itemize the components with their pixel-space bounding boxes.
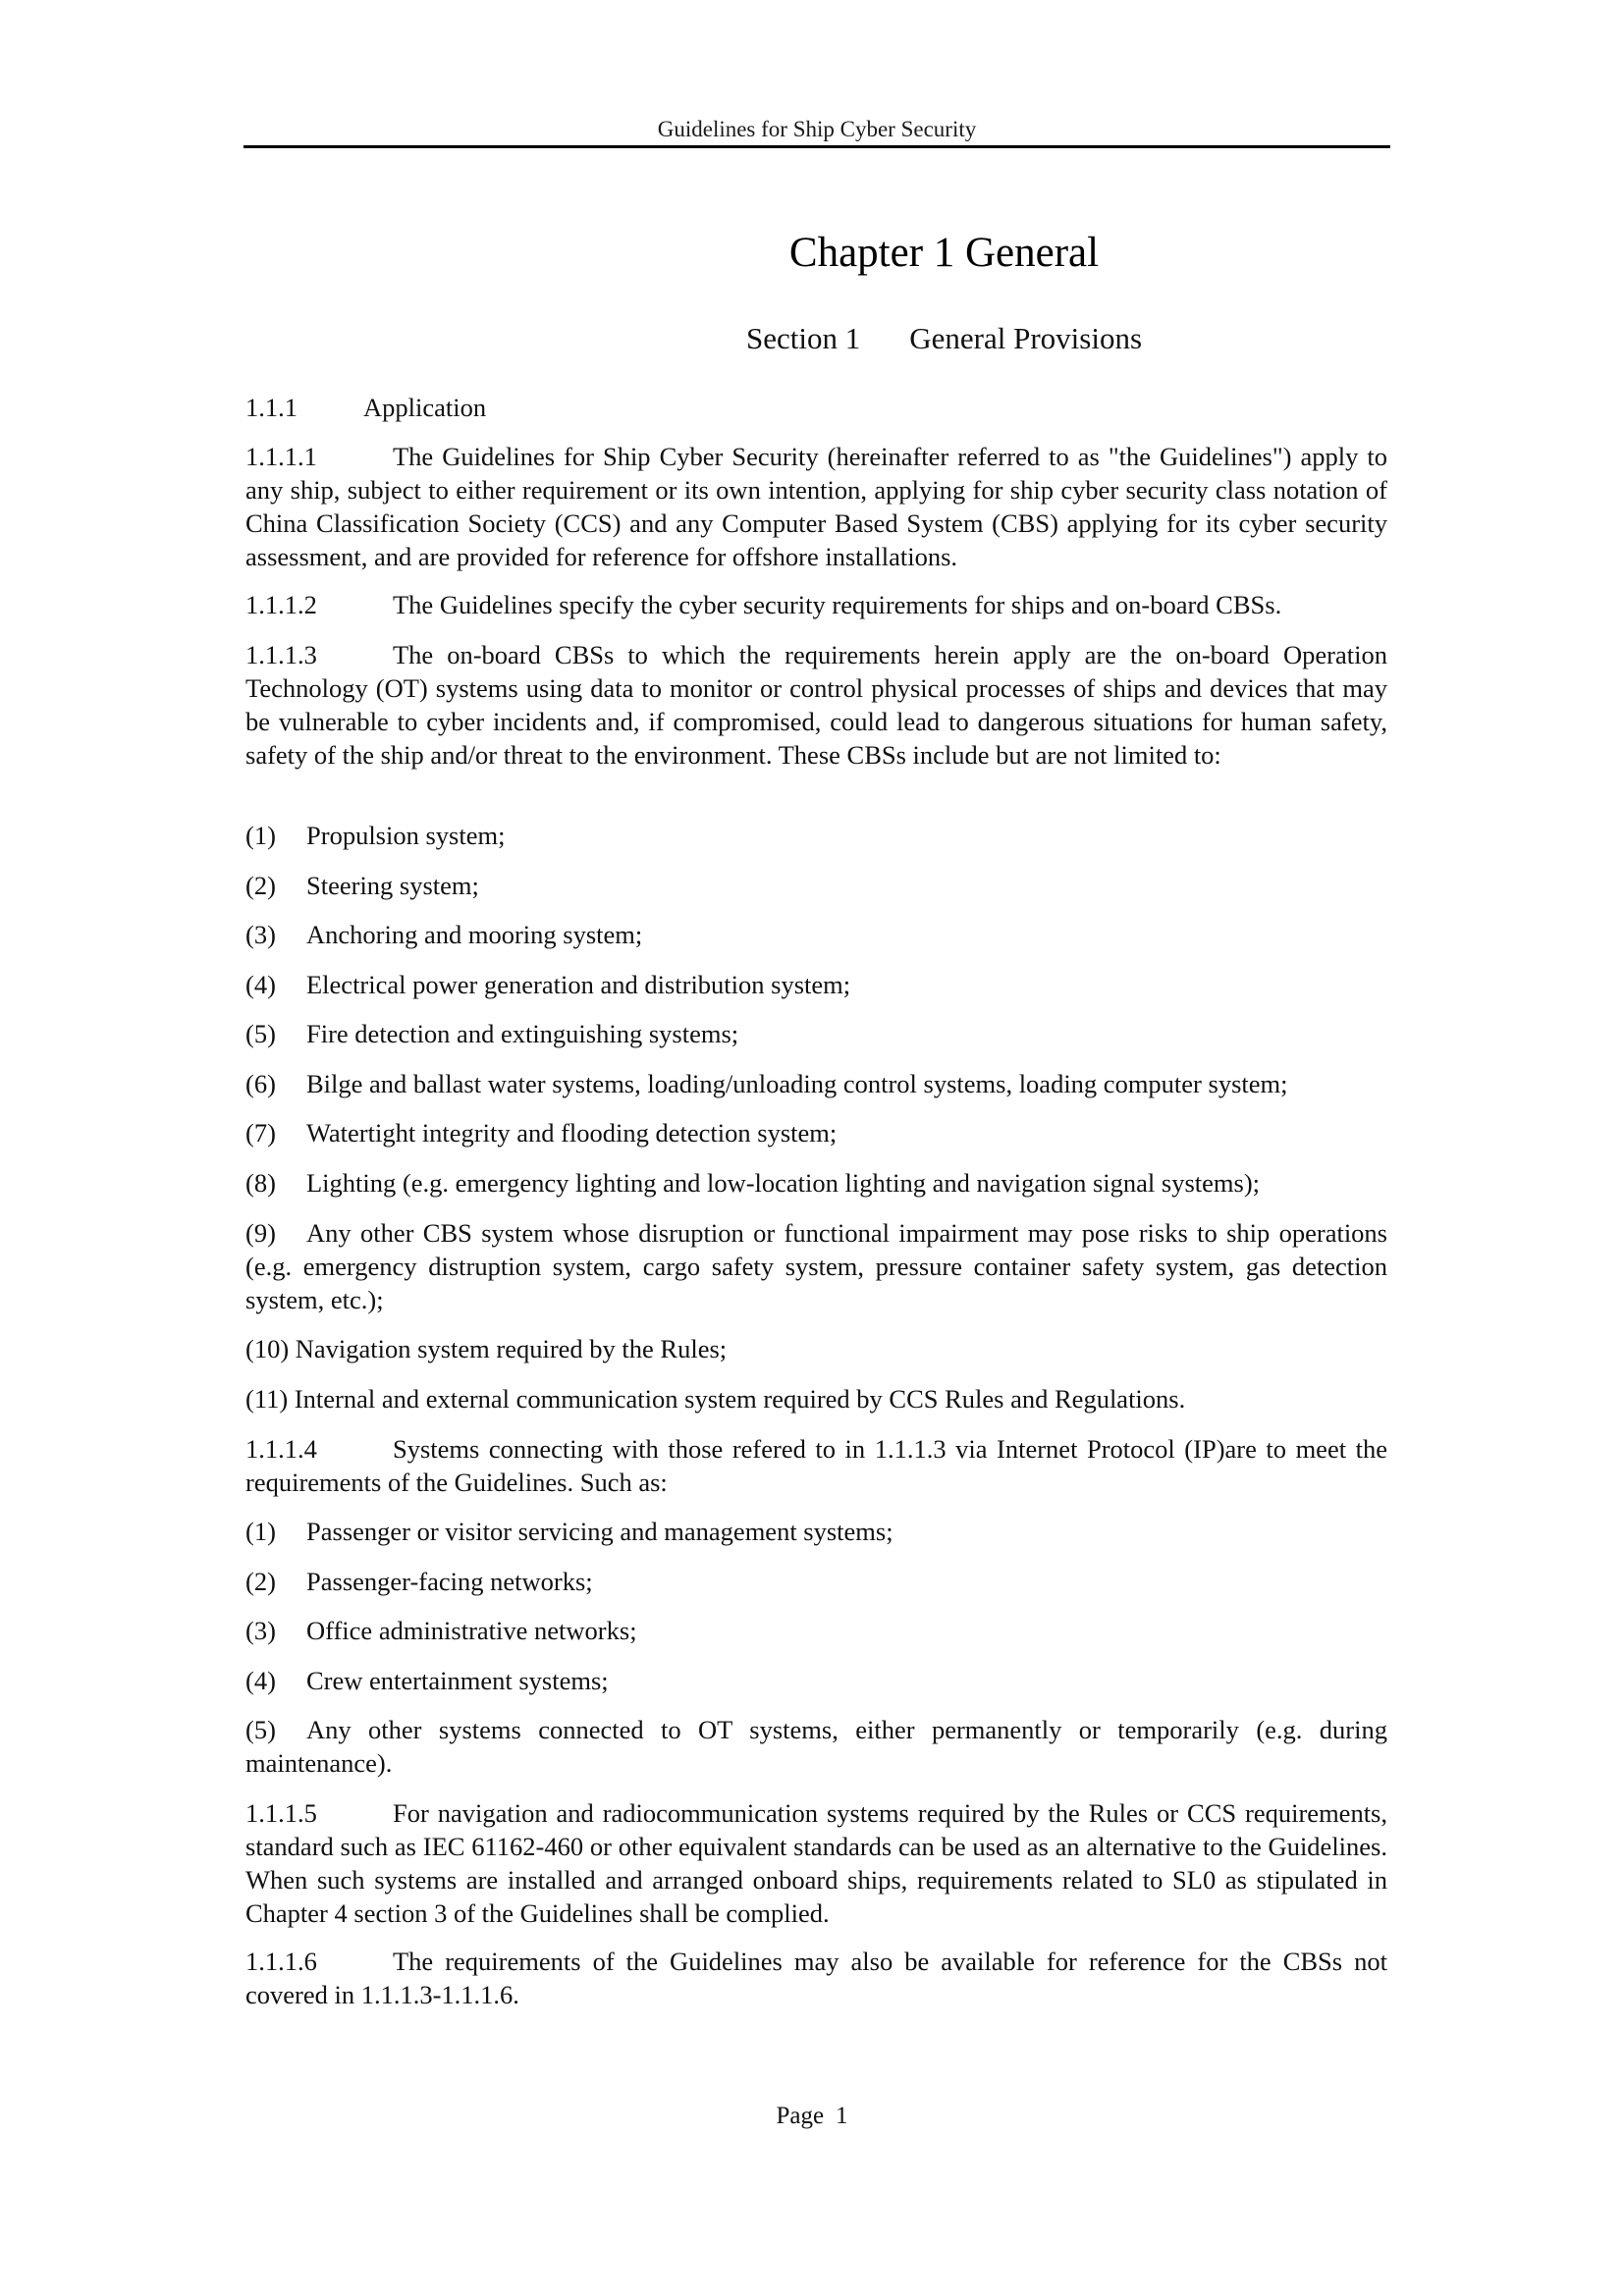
clause-text: Systems connecting with those refered to in 1.1.1.3 via Internet Protocol (IP)are to meet the requirements of the Guidelines. Such as: bbox=[245, 1434, 1387, 1497]
list-item-number: (4) bbox=[245, 970, 276, 999]
list-item-number: (10) bbox=[245, 1334, 290, 1363]
clause-number: 1.1.1 bbox=[245, 393, 298, 422]
list-item-text: Crew entertainment systems; bbox=[306, 1666, 609, 1695]
list-item bbox=[245, 918, 1387, 951]
list-item-number: (6) bbox=[245, 1069, 276, 1098]
list-item-text: Any other CBS system whose disruption or functional impairment may pose risks to ship operations (e.g. emergency distruption system, cargo safety system, pressure container safety system, gas detection system, etc.); bbox=[245, 1218, 1387, 1314]
list-item-number: (1) bbox=[245, 821, 276, 850]
section-title: General Provisions bbox=[909, 321, 1143, 355]
list-item bbox=[245, 1332, 1387, 1365]
list-item-text: Watertight integrity and flooding detection system; bbox=[306, 1118, 838, 1148]
clause-text: The on-board CBSs to which the requirements herein apply are the on-board Operation Technology (OT) systems using data to monitor or control physical processes of ships and devices that may be vulnerable to cyber incidents and, if compromised, could lead to dangerous situations for human safety, safety of the ship and/or threat to the environment. These CBSs include but are not limited to: bbox=[245, 640, 1387, 770]
list-item-number: (4) bbox=[245, 1666, 276, 1695]
clause-number: 1.1.1.4 bbox=[245, 1434, 317, 1464]
list-item bbox=[245, 1166, 1387, 1200]
list-item bbox=[245, 1382, 1387, 1415]
page-number-value: 1 bbox=[836, 2103, 848, 2129]
clause-text: The Guidelines for Ship Cyber Security (hereinafter referred to as "the Guidelines") apply to any ship, subject to either requirement or its own intention, applying for ship cyber security class notation of China Classification Society (CCS) and any Computer Based System (CBS) applying for its cyber security assessment, and are provided for reference for offshore installations. bbox=[245, 442, 1387, 571]
list-item-text: Any other systems connected to OT systems, either permanently or temporarily (e.g. during maintenance). bbox=[245, 1715, 1387, 1778]
clause-1-1-1-4 bbox=[245, 1432, 1387, 1499]
list-item-number: (5) bbox=[245, 1715, 276, 1744]
list-item-text: Anchoring and mooring system; bbox=[306, 920, 643, 949]
list-item-text: Fire detection and extinguishing systems; bbox=[306, 1019, 739, 1048]
clause-number: 1.1.1.1 bbox=[245, 442, 317, 471]
page-number bbox=[0, 2101, 1624, 2132]
section-number: Section 1 bbox=[745, 321, 861, 355]
list-item bbox=[245, 1664, 1387, 1697]
page-label: Page bbox=[776, 2103, 825, 2129]
section-heading bbox=[245, 319, 1387, 358]
clause-number: 1.1.1.5 bbox=[245, 1798, 317, 1828]
list-item bbox=[245, 1565, 1387, 1598]
list-item bbox=[245, 968, 1387, 1001]
clause-1-1-1-2 bbox=[245, 588, 1387, 621]
list-item-text: Navigation system required by the Rules; bbox=[295, 1334, 728, 1363]
clause-1-1-1-6 bbox=[245, 1945, 1387, 2011]
list-item-number: (11) bbox=[245, 1384, 289, 1414]
clause-text: The Guidelines specify the cyber security requirements for ships and on-board CBSs. bbox=[393, 590, 1282, 619]
list-item-number: (5) bbox=[245, 1019, 276, 1048]
clause-text: The requirements of the Guidelines may also be available for reference for the CBSs not covered in 1.1.1.3-1.1.1.6. bbox=[245, 1947, 1387, 2009]
clause-text: For navigation and radiocommunication systems required by the Rules or CCS requirements, standard such as IEC 61162-460 or other equivalent standards can be used as an alternative to the Guidelines. When such systems are installed and arranged onboard ships, requirements related to SL0 as stipulated in Chapter 4 section 3 of the Guidelines shall be complied. bbox=[245, 1798, 1387, 1928]
list-item-text: Propulsion system; bbox=[306, 821, 506, 850]
list-item bbox=[245, 819, 1387, 852]
list-item bbox=[245, 1216, 1387, 1316]
list-item-number: (8) bbox=[245, 1168, 276, 1198]
list-item bbox=[245, 1017, 1387, 1050]
list-item-number: (7) bbox=[245, 1118, 276, 1148]
list-item-number: (3) bbox=[245, 920, 276, 949]
list-item-number: (2) bbox=[245, 871, 276, 900]
clause-1-1-1-5 bbox=[245, 1796, 1387, 1930]
list-item-text: Electrical power generation and distribution system; bbox=[306, 970, 851, 999]
list-item bbox=[245, 1614, 1387, 1647]
clause-number: 1.1.1.2 bbox=[245, 590, 317, 619]
clause-heading-1-1-1 bbox=[245, 391, 1387, 424]
running-header: Guidelines for Ship Cyber Security bbox=[657, 117, 977, 141]
chapter-title: Chapter 1 General bbox=[788, 230, 1100, 276]
list-item bbox=[245, 869, 1387, 902]
clause-1-1-1-3 bbox=[245, 638, 1387, 772]
list-item-text: Passenger-facing networks; bbox=[306, 1567, 593, 1596]
list-item-number: (3) bbox=[245, 1616, 276, 1645]
list-item-text: Lighting (e.g. emergency lighting and low-location lighting and navigation signal systems); bbox=[306, 1168, 1261, 1198]
list-item bbox=[245, 1116, 1387, 1149]
clause-number: 1.1.1.3 bbox=[245, 640, 317, 669]
list-item bbox=[245, 1515, 1387, 1548]
list-item bbox=[245, 1713, 1387, 1780]
list-item-text: Bilge and ballast water systems, loading/unloading control systems, loading computer system; bbox=[306, 1069, 1288, 1098]
header-divider bbox=[244, 145, 1390, 148]
list-item-text: Internal and external communication system required by CCS Rules and Regulations. bbox=[294, 1384, 1186, 1414]
list-item-text: Office administrative networks; bbox=[306, 1616, 637, 1645]
list-item-number: (1) bbox=[245, 1517, 276, 1546]
list-item-text: Passenger or visitor servicing and management systems; bbox=[306, 1517, 893, 1546]
list-item bbox=[245, 1067, 1387, 1100]
clause-number: 1.1.1.6 bbox=[245, 1947, 317, 1976]
clause-title: Application bbox=[363, 393, 487, 422]
clause-1-1-1-1 bbox=[245, 440, 1387, 573]
list-item-number: (9) bbox=[245, 1218, 276, 1248]
list-item-number: (2) bbox=[245, 1567, 276, 1596]
list-item-text: Steering system; bbox=[306, 871, 479, 900]
